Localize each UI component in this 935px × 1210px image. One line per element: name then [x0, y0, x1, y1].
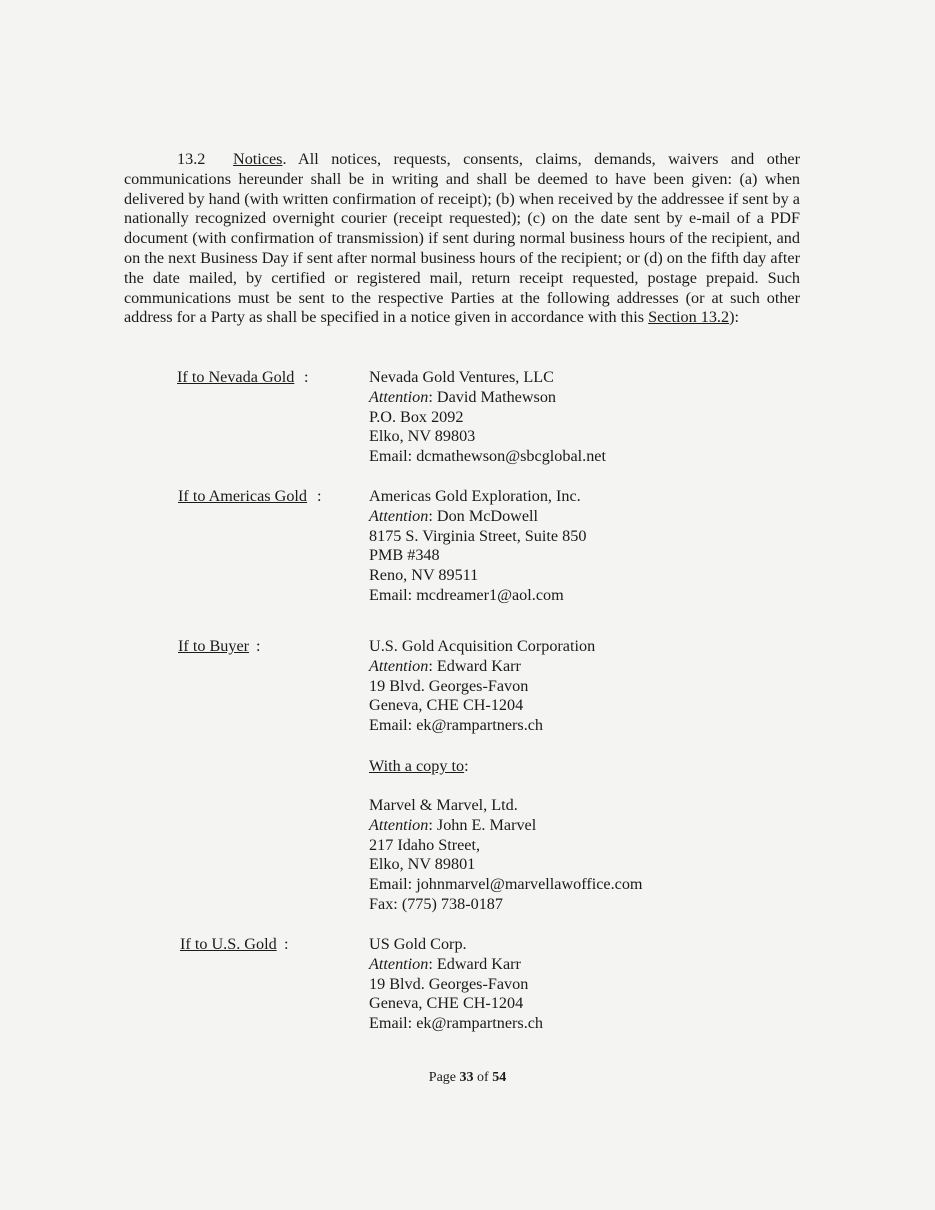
attention-line: Attention: John E. Marvel — [369, 815, 537, 834]
address-line: Reno, NV 89511 — [369, 566, 479, 585]
address-line: Elko, NV 89801 — [369, 855, 476, 874]
address-line: PMB #348 — [369, 546, 440, 565]
section-number: 13.2 — [177, 150, 206, 168]
attention-line: Attention: Don McDowell — [369, 506, 539, 525]
us-gold-label: If to U.S. Gold — [180, 935, 277, 953]
attention-line: Attention: Edward Karr — [369, 656, 521, 675]
page-total: 54 — [492, 1070, 507, 1085]
company-name: Americas Gold Exploration, Inc. — [369, 487, 581, 505]
email-line: Email: ek@rampartners.ch — [369, 716, 544, 735]
nevada-gold-label: If to Nevada Gold — [177, 368, 295, 386]
buyer-address — [369, 637, 595, 736]
address-line: 19 Blvd. Georges-Favon — [369, 676, 529, 695]
email-line: Email: johnmarvel@marvellawoffice.com — [369, 875, 643, 894]
company-name: US Gold Corp. — [369, 935, 467, 953]
email-line: Email: ek@rampartners.ch — [369, 1014, 544, 1033]
address-line: 19 Blvd. Georges-Favon — [369, 974, 529, 993]
address-line: Geneva, CHE CH-1204 — [369, 994, 524, 1013]
us-gold-address — [369, 935, 543, 1034]
label-colon: : — [284, 935, 289, 953]
page-footer: Page 33 of 54 — [428, 1070, 507, 1085]
copy-to-heading: With a copy to: — [369, 757, 469, 775]
buyer-label: If to Buyer — [178, 637, 250, 655]
label-colon: : — [256, 637, 261, 655]
section-reference: Section 13.2 — [648, 308, 730, 327]
company-name: Nevada Gold Ventures, LLC — [369, 368, 554, 386]
email-line: Email: dcmathewson@sbcglobal.net — [369, 447, 606, 466]
company-name: Marvel & Marvel, Ltd. — [369, 796, 518, 814]
section-body-end: ): — [729, 308, 739, 327]
page-number: 33 — [459, 1070, 474, 1085]
address-line: 217 Idaho Street, — [369, 835, 481, 854]
address-line: Geneva, CHE CH-1204 — [369, 696, 524, 715]
section-body: . All notices, requests, consents, claims, demands, waivers and other communications hereunder shall be in writing and shall be deemed to have been given: (a) when delivered by hand (with written confirmation of receipt); (b) when received by the addressee if sent by a nationally recognized overnight courier (receipt requested); (c) on the date sent by e-mail of a PDF document (with confirmation of transmission) if sent during normal business hours of the recipient, and on the next Business Day if sent after normal business hours of the recipient; or (d) on the fifth day after the date mailed, by certified or registered mail, return receipt requested, postage prepaid. Such communications must be sent to the respective Parties at the following addresses (or at such other address for a Party as shall be specified in a notice given in accordance with this — [124, 150, 800, 327]
copy-to-address — [369, 796, 643, 915]
americas-gold-address — [369, 487, 586, 606]
label-colon: : — [304, 368, 309, 386]
fax-line: Fax: (775) 738-0187 — [369, 894, 503, 913]
address-line: Elko, NV 89803 — [369, 427, 476, 446]
nevada-gold-address — [369, 368, 606, 467]
address-line: 8175 S. Virginia Street, Suite 850 — [369, 526, 587, 545]
label-colon: : — [317, 487, 322, 505]
company-name: U.S. Gold Acquisition Corporation — [369, 637, 596, 655]
email-line: Email: mcdreamer1@aol.com — [369, 585, 564, 604]
attention-line: Attention: David Mathewson — [369, 387, 557, 406]
section-heading: Notices — [233, 150, 283, 168]
americas-gold-label: If to Americas Gold — [178, 487, 308, 505]
address-line: P.O. Box 2092 — [369, 407, 464, 426]
notices-paragraph — [124, 150, 800, 328]
attention-line: Attention: Edward Karr — [369, 954, 521, 973]
